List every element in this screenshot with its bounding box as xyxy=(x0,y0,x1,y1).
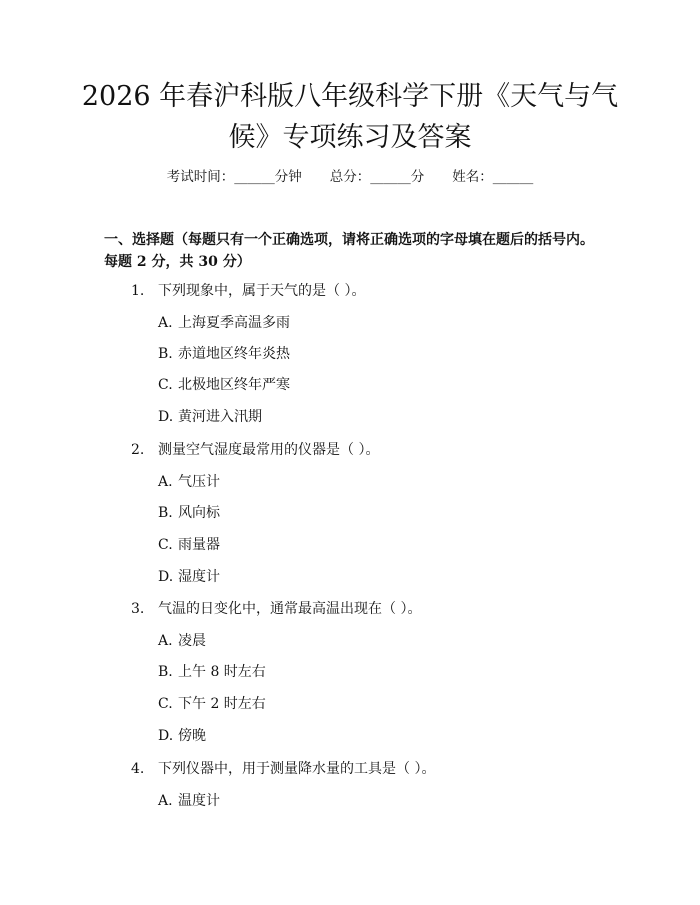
exam-meta xyxy=(0,167,700,187)
question-number: 3. xyxy=(131,601,145,617)
option-text: 上海夏季高温多雨 xyxy=(178,315,290,331)
question-1-option-d xyxy=(158,407,262,427)
question-2-option-b xyxy=(158,503,220,523)
section-heading xyxy=(104,229,624,273)
option-text: 温度计 xyxy=(178,793,220,809)
question-2-option-d xyxy=(158,567,220,587)
question-1-option-c xyxy=(158,375,290,395)
option-text: 傍晚 xyxy=(178,728,206,744)
question-text: 测量空气湿度最常用的仪器是（ ）。 xyxy=(158,442,380,458)
option-text: 赤道地区终年炎热 xyxy=(178,346,290,362)
question-4 xyxy=(131,759,435,779)
option-letter: A. xyxy=(158,793,173,809)
student-name-label: 姓名：______ xyxy=(452,169,534,185)
option-text: 凌晨 xyxy=(178,633,206,649)
question-3-option-c xyxy=(158,694,266,714)
title-line-2: 候》专项练习及答案 xyxy=(228,122,472,153)
section-heading-line-2: 每题 2 分，共 30 分） xyxy=(104,254,251,270)
option-text: 北极地区终年严寒 xyxy=(178,377,290,393)
option-text: 雨量器 xyxy=(178,537,220,553)
question-number: 2. xyxy=(131,442,145,458)
question-3-option-d xyxy=(158,726,206,746)
option-letter: D. xyxy=(158,569,174,585)
option-text: 上午 8 时左右 xyxy=(178,664,266,680)
option-text: 气压计 xyxy=(178,474,220,490)
option-letter: A. xyxy=(158,315,173,331)
question-text: 气温的日变化中，通常最高温出现在（ ）。 xyxy=(158,601,422,617)
question-number: 1. xyxy=(131,283,145,299)
question-1-option-b xyxy=(158,344,290,364)
question-3 xyxy=(131,599,421,619)
option-letter: C. xyxy=(158,696,173,712)
title-line-1: 2026 年春沪科版八年级科学下册《天气与气 xyxy=(81,81,619,112)
option-letter: B. xyxy=(158,346,173,362)
question-2-option-c xyxy=(158,535,220,555)
option-letter: D. xyxy=(158,728,174,744)
option-text: 下午 2 时左右 xyxy=(178,696,266,712)
question-text: 下列现象中，属于天气的是（ ）。 xyxy=(158,283,366,299)
question-2-option-a xyxy=(158,472,220,492)
total-score-label: 总分：______分 xyxy=(329,169,425,185)
option-letter: B. xyxy=(158,664,173,680)
option-letter: A. xyxy=(158,633,173,649)
option-letter: C. xyxy=(158,537,173,553)
question-1 xyxy=(131,281,365,301)
question-1-option-a xyxy=(158,313,290,333)
option-letter: C. xyxy=(158,377,173,393)
option-letter: A. xyxy=(158,474,173,490)
question-3-option-a xyxy=(158,631,206,651)
option-text: 风向标 xyxy=(178,505,220,521)
option-text: 湿度计 xyxy=(178,569,220,585)
question-4-option-a xyxy=(158,791,220,811)
option-letter: D. xyxy=(158,409,174,425)
option-letter: B. xyxy=(158,505,173,521)
question-3-option-b xyxy=(158,662,266,682)
page-title xyxy=(60,76,640,158)
exam-time-label: 考试时间：______分钟 xyxy=(166,169,302,185)
question-number: 4. xyxy=(131,761,145,777)
question-text: 下列仪器中，用于测量降水量的工具是（ ）。 xyxy=(158,761,436,777)
question-2 xyxy=(131,440,379,460)
option-text: 黄河进入汛期 xyxy=(178,409,262,425)
section-heading-line-1: 一、选择题（每题只有一个正确选项，请将正确选项的字母填在题后的括号内。 xyxy=(104,232,594,248)
